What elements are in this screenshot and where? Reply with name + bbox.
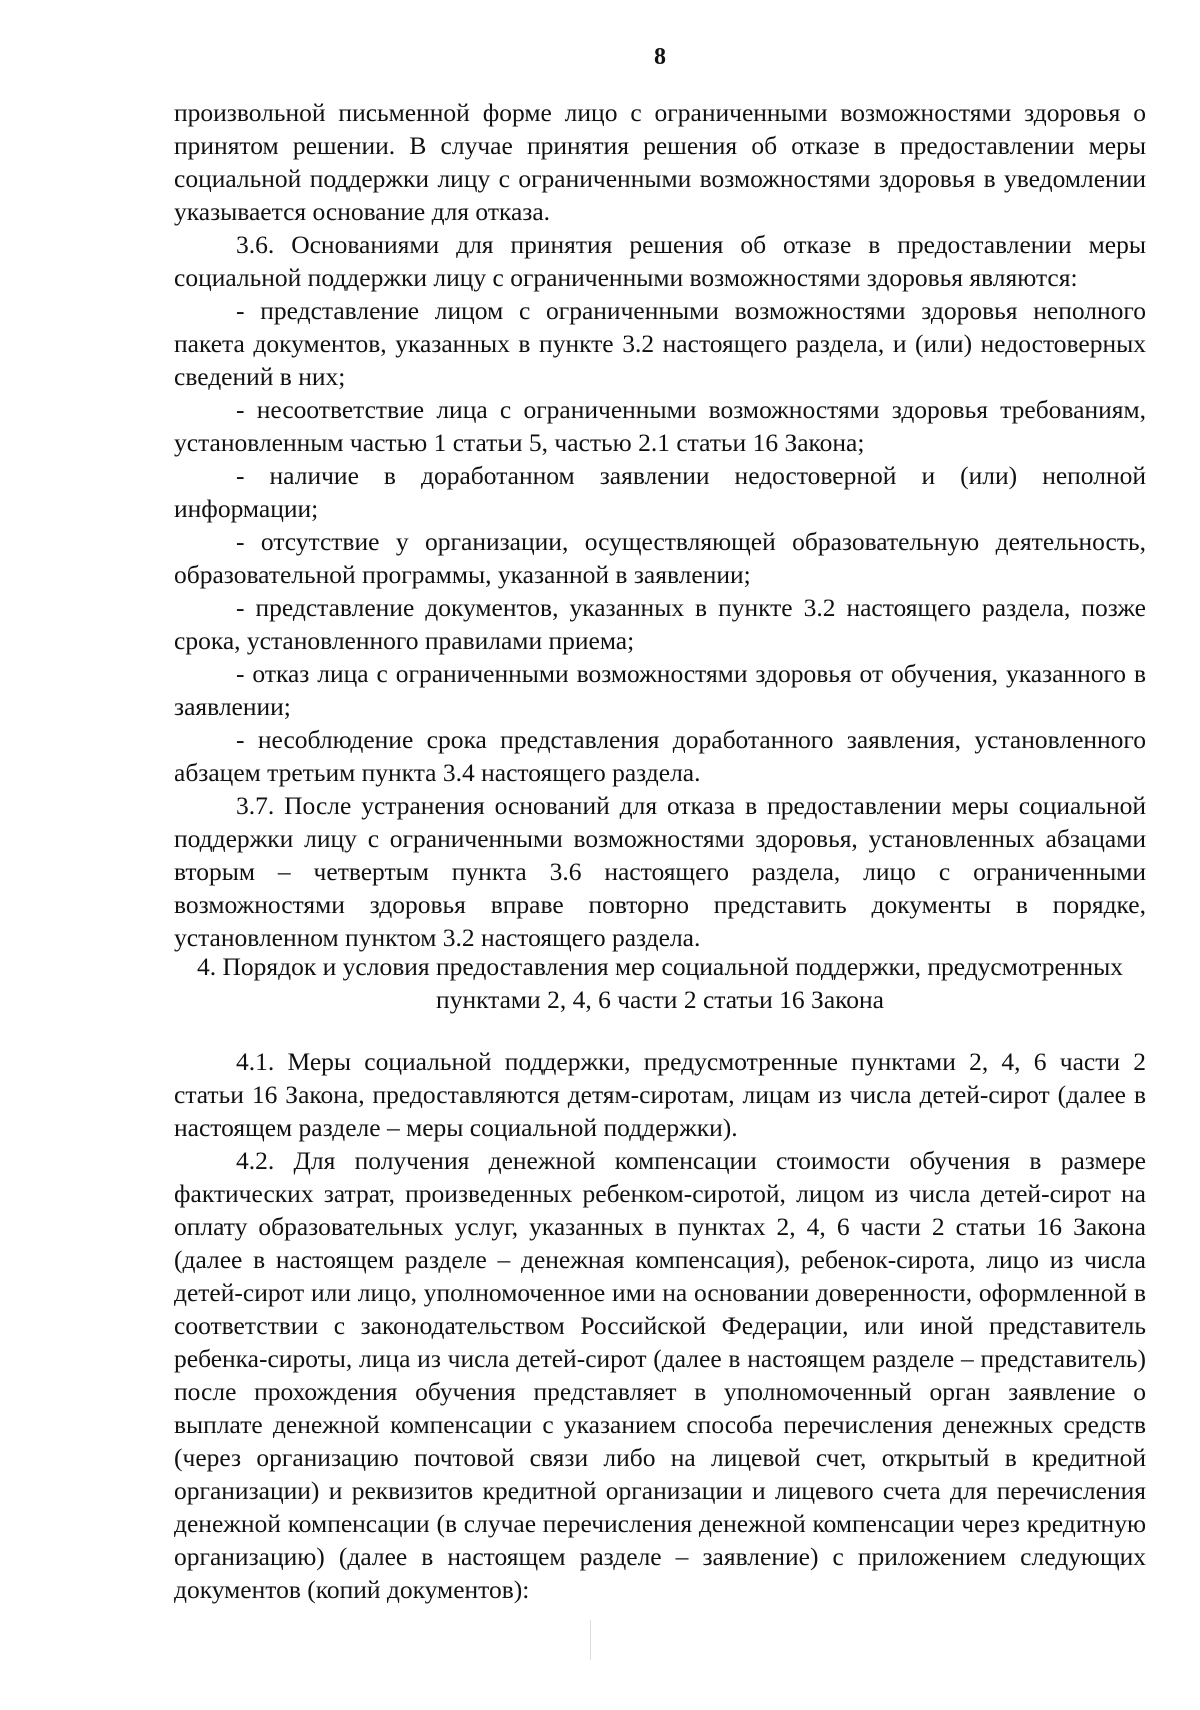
list-item-refusal-of-training: - отказ лица с ограниченными возможностями здоровья от обучения, указанного в заявлении;: [174, 659, 1146, 721]
paragraph-3-7: 3.7. После устранения оснований для отказа в предоставлении меры социальной поддержки лицу с ограниченными возможностями здоровья, установленных абзацами вторым – четвертым пункта 3.6 настоящего раздела, лицо с ограниченными возможностями здоровья вправе повторно представить документы в порядке, установленном пунктом 3.2 настоящего раздела.: [174, 791, 1146, 952]
list-item-nonconformity: - несоответствие лица с ограниченными возможностями здоровья требованиям, установленным частью 1 статьи 5, частью 2.1 статьи 16 Закона;: [174, 395, 1146, 457]
paragraph-4-1: 4.1. Меры социальной поддержки, предусмотренные пунктами 2, 4, 6 части 2 статьи 16 Закона, предоставляются детям-сиротам, лицам из числа детей-сирот (далее в настоящем разделе – меры социальной поддержки).: [174, 1047, 1146, 1142]
list-item-unreliable-information: - наличие в доработанном заявлении недостоверной и (или) неполной информации;: [174, 461, 1146, 523]
list-item-no-program: - отсутствие у организации, осуществляющей образовательную деятельность, образовательной программы, указанной в заявлении;: [174, 527, 1146, 589]
section-4-heading: 4. Порядок и условия предоставления мер социальной поддержки, предусмотренных пунктами 2, 4, 6 части 2 статьи 16 Закона: [197, 952, 1123, 1014]
paragraph-continuation: произвольной письменной форме лицо с ограниченными возможностями здоровья о принятом решении. В случае принятия решения об отказе в предоставлении меры социальной поддержки лицу с ограниченными возможностями здоровья в уведомлении указывается основание для отказа.: [174, 98, 1146, 226]
paragraph-4-2: 4.2. Для получения денежной компенсации стоимости обучения в размере фактических затрат, произведенных ребенком-сиротой, лицом из числа детей-сирот на оплату образовательных услуг, указанных в пунктах 2, 4, 6 части 2 статьи 16 Закона (далее в настоящем разделе – денежная компенсация), ребенок-сирота, лицо из числа детей-сирот или лицо, уполномоченное ими на основании доверенности, оформленной в соответствии с законодательством Российской Федерации, или иной представитель ребенка-сироты, лица из числа детей-сирот (далее в настоящем разделе – представитель) после прохождения обучения представляет в уполномоченный орган заявление о выплате денежной компенсации с указанием способа перечисления денежных средств (через организацию почтовой связи либо на лицевой счет, открытый в кредитной организации) и реквизитов кредитной организации и лицевого счета для перечисления денежной компенсации (в случае перечисления денежной компенсации через кредитную организацию) (далее в настоящем разделе – заявление) с приложением следующих документов (копий документов):: [174, 1146, 1146, 1604]
paragraph-3-6: 3.6. Основаниями для принятия решения об отказе в предоставлении меры социальной поддержки лицу с ограниченными возможностями здоровья являются:: [174, 230, 1146, 292]
page-number: 8: [654, 44, 666, 70]
section-3-continuation: [174, 96, 1146, 954]
list-item-deadline-violation: - несоблюдение срока представления доработанного заявления, установленного абзацем третьим пункта 3.4 настоящего раздела.: [174, 725, 1146, 787]
list-item-late-submission: - представление документов, указанных в пункте 3.2 настоящего раздела, позже срока, установленного правилами приема;: [174, 593, 1146, 655]
section-4-body: [174, 1045, 1146, 1606]
scan-artifact: [590, 1620, 591, 1660]
list-item-incomplete-documents: - представление лицом с ограниченными возможностями здоровья неполного пакета документов, указанных в пункте 3.2 настоящего раздела, и (или) недостоверных сведений в них;: [174, 296, 1146, 391]
